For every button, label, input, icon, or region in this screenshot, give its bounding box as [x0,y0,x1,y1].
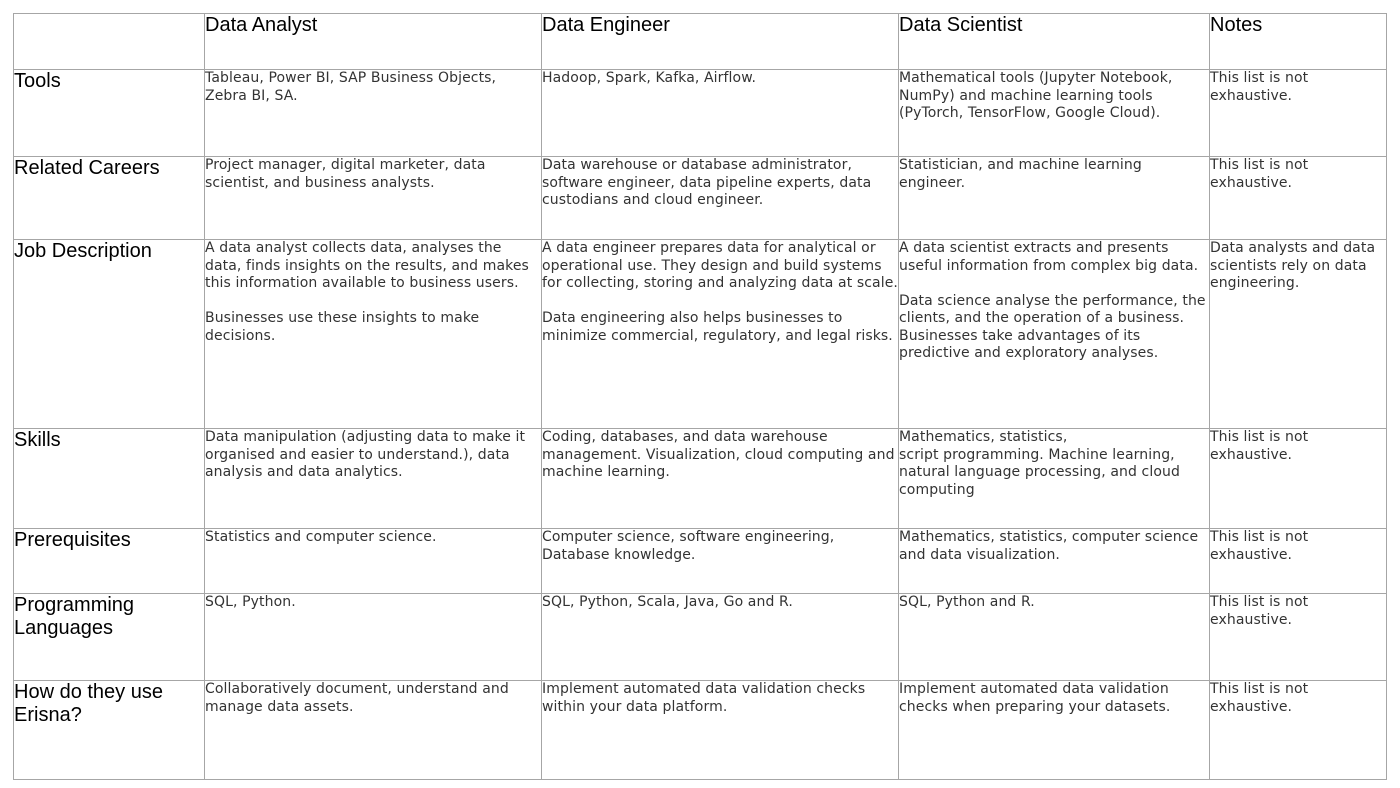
cell-analyst [205,529,542,594]
row-label-programming-languages: Programming Languages [14,594,205,681]
cell-text: This list is not exhaustive. [1210,70,1309,104]
header-row [14,14,1387,70]
cell-text: Statistician, and machine learning engineer. [899,157,1142,191]
cell-notes [1210,529,1387,594]
table-row [14,157,1387,240]
row-label-related-careers: Related Careers [14,157,205,240]
cell-scientist [899,240,1210,429]
cell-text: Implement automated data validation checks when preparing your datasets. [899,681,1171,715]
table-row [14,529,1387,594]
cell-scientist [899,529,1210,594]
cell-notes [1210,681,1387,780]
table-row [14,240,1387,429]
table-row [14,429,1387,529]
comparison-table [13,13,1387,780]
cell-notes [1210,157,1387,240]
cell-text: This list is not exhaustive. [1210,594,1309,628]
cell-text: Hadoop, Spark, Kafka, Airflow. [542,70,757,86]
cell-text: This list is not exhaustive. [1210,157,1309,191]
cell-analyst [205,240,542,429]
cell-text: Data engineering also helps businesses to minimize commercial, regulatory, and legal risks. [542,310,893,344]
cell-engineer [542,594,899,681]
cell-text: Data warehouse or database administrator, software engineer, data pipeline experts, data custodians and cloud engineer. [542,157,872,208]
cell-scientist [899,429,1210,529]
cell-engineer [542,157,899,240]
cell-notes [1210,594,1387,681]
cell-text: Statistics and computer science. [205,529,437,545]
cell-text: Project manager, digital marketer, data scientist, and business analysts. [205,157,486,191]
corner-header [14,14,205,70]
cell-text: Mathematics, statistics, script programming. Machine learning, natural language processing, and cloud computing [899,429,1180,498]
cell-text: SQL, Python, Scala, Java, Go and R. [542,594,793,610]
cell-text: SQL, Python and R. [899,594,1035,610]
cell-notes [1210,70,1387,157]
cell-text: Data science analyse the performance, the clients, and the operation of a business. Businesses take advantages of its predictive and exploratory analyses. [899,292,1206,361]
table-row [14,70,1387,157]
cell-engineer [542,681,899,780]
cell-text: Data manipulation (adjusting data to make it organised and easier to understand.), data analysis and data analytics. [205,429,526,480]
column-header-data-scientist: Data Scientist [899,14,1210,70]
column-header-data-engineer: Data Engineer [542,14,899,70]
cell-analyst [205,681,542,780]
column-header-notes: Notes [1210,14,1387,70]
cell-text: Mathematical tools (Jupyter Notebook, NumPy) and machine learning tools (PyTorch, TensorFlow, Google Cloud). [899,70,1173,121]
row-label-how-do-they-use-erisna: How do they use Erisna? [14,681,205,780]
cell-scientist [899,594,1210,681]
cell-notes [1210,240,1387,429]
cell-text: This list is not exhaustive. [1210,681,1309,715]
cell-analyst [205,429,542,529]
row-label-job-description: Job Description [14,240,205,429]
cell-scientist [899,157,1210,240]
cell-engineer [542,70,899,157]
cell-text: A data scientist extracts and presents useful information from complex big data. [899,240,1199,274]
cell-analyst [205,70,542,157]
cell-text: Coding, databases, and data warehouse management. Visualization, cloud computing and machine learning. [542,429,895,480]
table-row [14,681,1387,780]
cell-engineer [542,240,899,429]
cell-text: Implement automated data validation checks within your data platform. [542,681,866,715]
cell-engineer [542,429,899,529]
row-label-prerequisites: Prerequisites [14,529,205,594]
column-header-data-analyst: Data Analyst [205,14,542,70]
cell-text: Data analysts and data scientists rely on data engineering. [1210,240,1376,291]
row-label-skills: Skills [14,429,205,529]
cell-text: Tableau, Power BI, SAP Business Objects, Zebra BI, SA. [205,70,497,104]
table-row [14,594,1387,681]
cell-scientist [899,70,1210,157]
cell-text: This list is not exhaustive. [1210,529,1309,563]
cell-engineer [542,529,899,594]
cell-text: A data analyst collects data, analyses the data, finds insights on the results, and makes this information available to business users. [205,240,529,291]
cell-text: Computer science, software engineering, Database knowledge. [542,529,835,563]
cell-text: This list is not exhaustive. [1210,429,1309,463]
cell-analyst [205,157,542,240]
cell-scientist [899,681,1210,780]
cell-text: A data engineer prepares data for analytical or operational use. They design and build systems for collecting, storing and analyzing data at scale. [542,240,898,291]
cell-text: Collaboratively document, understand and manage data assets. [205,681,509,715]
cell-text: Businesses use these insights to make decisions. [205,310,480,344]
cell-text: Mathematics, statistics, computer science and data visualization. [899,529,1199,563]
cell-notes [1210,429,1387,529]
row-label-tools: Tools [14,70,205,157]
cell-analyst [205,594,542,681]
cell-text: SQL, Python. [205,594,296,610]
